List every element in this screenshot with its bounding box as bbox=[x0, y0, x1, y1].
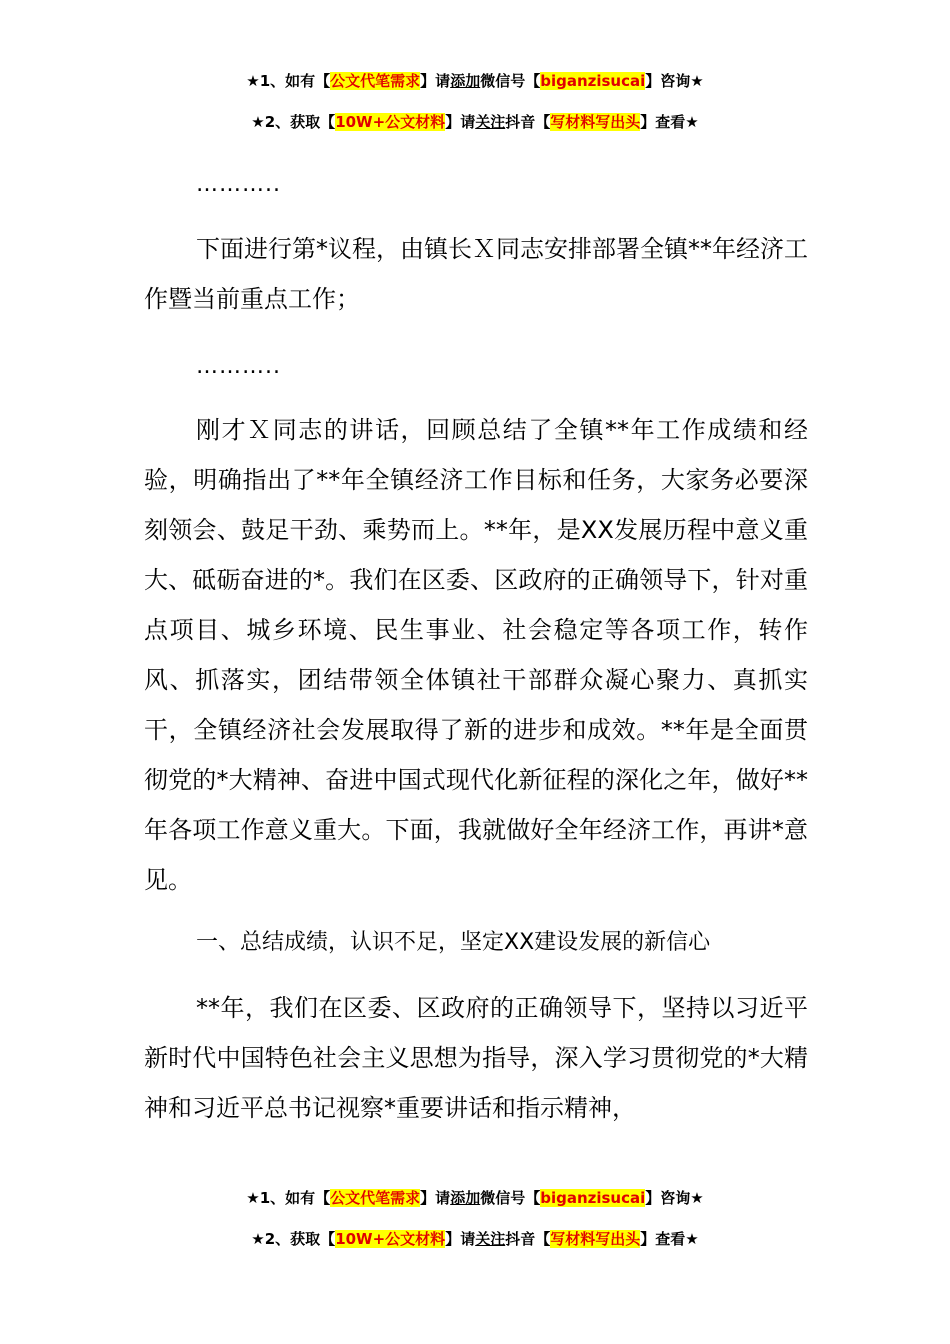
banner-text: 】咨询★ bbox=[645, 1189, 704, 1207]
banner-text: ★2、获取【 bbox=[251, 1230, 336, 1248]
banner-highlight: 10W+公文材料 bbox=[335, 113, 446, 131]
banner-text: 】请 bbox=[420, 72, 451, 90]
banner-text: 抖音【 bbox=[505, 113, 551, 131]
top-banner-line-1 bbox=[0, 70, 950, 92]
banner-highlight-wechat: biganzisucai bbox=[540, 1189, 646, 1207]
banner-underlined: 添加 bbox=[450, 1189, 481, 1207]
banner-text: ★1、如有【 bbox=[246, 72, 331, 90]
bottom-banner-line-1 bbox=[0, 1187, 950, 1209]
ellipsis-line: ……….. bbox=[196, 172, 281, 197]
banner-text: 】请 bbox=[445, 1230, 476, 1248]
section-heading-1: 一、总结成绩，认识不足，坚定XX建设发展的新信心 bbox=[196, 930, 711, 955]
banner-highlight: 公文代笔需求 bbox=[330, 1189, 421, 1207]
banner-text: 】咨询★ bbox=[645, 72, 704, 90]
banner-text: ★1、如有【 bbox=[246, 1189, 331, 1207]
banner-text: 微信号【 bbox=[480, 72, 541, 90]
banner-text: 】查看★ bbox=[640, 1230, 699, 1248]
banner-highlight: 10W+公文材料 bbox=[335, 1230, 446, 1248]
banner-highlight-wechat: biganzisucai bbox=[540, 72, 646, 90]
top-banner-line-2 bbox=[0, 111, 950, 133]
banner-text: 】请 bbox=[445, 113, 476, 131]
bottom-banner-line-2 bbox=[0, 1228, 950, 1250]
banner-highlight-douyin: 写材料写出头 bbox=[550, 113, 641, 131]
banner-text: ★2、获取【 bbox=[251, 113, 336, 131]
banner-underlined: 添加 bbox=[450, 72, 481, 90]
banner-underlined: 关注 bbox=[475, 113, 506, 131]
banner-text: 微信号【 bbox=[480, 1189, 541, 1207]
banner-text: 】请 bbox=[420, 1189, 451, 1207]
banner-text: 抖音【 bbox=[505, 1230, 551, 1248]
paragraph-achievements: **年，我们在区委、区政府的正确领导下，坚持以习近平新时代中国特色社会主义思想为指导，深入学习贯彻党的*大精神和习近平总书记视察*重要讲话和指示精神， bbox=[144, 994, 808, 1122]
banner-text: 】查看★ bbox=[640, 113, 699, 131]
paragraph-summary: 刚才Ｘ同志的讲话，回顾总结了全镇**年工作成绩和经验，明确指出了**年全镇经济工作目标和任务，大家务必要深刻领会、鼓足干劲、乘势而上。**年，是XX发展历程中意义重大、砥砺奋进的*。我们在区委、区政府的正确领导下，针对重点项目、城乡环境、民生事业、社会稳定等各项工作，转作风、抓落实，团结带领全体镇社干部群众凝心聚力、真抓实干，全镇经济社会发展取得了新的进步和成效。**年是全面贯彻党的*大精神、奋进中国式现代化新征程的深化之年，做好**年各项工作意义重大。下面，我就做好全年经济工作，再讲*意见。 bbox=[144, 416, 808, 894]
banner-highlight: 公文代笔需求 bbox=[330, 72, 421, 90]
ellipsis-line: ……….. bbox=[196, 354, 281, 379]
banner-highlight-douyin: 写材料写出头 bbox=[550, 1230, 641, 1248]
paragraph-agenda: 下面进行第*议程，由镇长Ｘ同志安排部署全镇**年经济工作暨当前重点工作； bbox=[144, 235, 808, 313]
banner-underlined: 关注 bbox=[475, 1230, 506, 1248]
